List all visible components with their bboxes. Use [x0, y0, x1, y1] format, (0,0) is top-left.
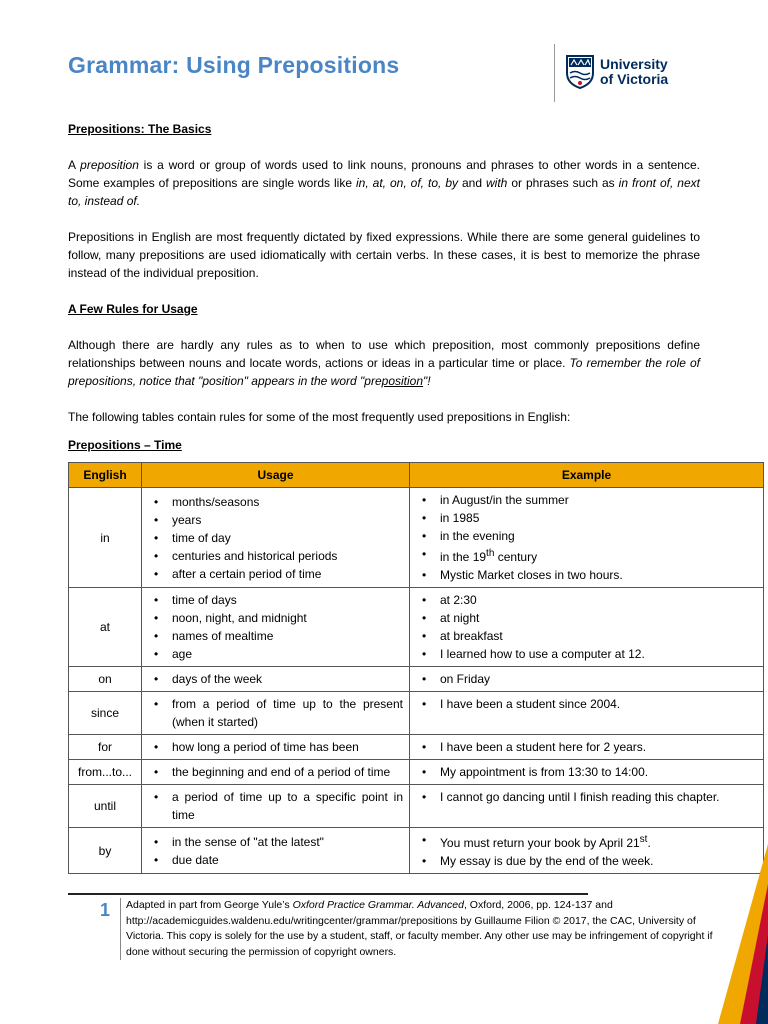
usage-cell [142, 692, 410, 735]
list-item: • in 1985 [428, 509, 757, 527]
paragraph-fixed-expressions: Prepositions in English are most frequently dictated by fixed expressions. While there are some general guidelines to follow, many prepositions are used idiomatically with certain verbs. In these cases, it is best to memorize the phrase instead of the individual preposition. [68, 230, 700, 280]
page-title: Grammar: Using Prepositions [68, 52, 400, 78]
column-header-usage: Usage [142, 463, 410, 488]
paragraph-definition: A preposition is a word or group of words used to link nouns, pronouns and phrases to other words in a sentence. Some examples of prepositions are single words like in, at, on, of, to, by and with or phrases such as in front of, next to, instead of. [68, 158, 700, 208]
logo-line-2: of Victoria [600, 71, 669, 87]
list-item: • Mystic Market closes in two hours. [428, 566, 757, 584]
body-content [68, 120, 700, 454]
list-item: • how long a period of time has been [160, 738, 403, 756]
list-item: • in the 19th century [428, 545, 757, 566]
list-item: • centuries and historical periods [160, 547, 403, 565]
example-cell [410, 760, 764, 785]
list-item: • months/seasons [160, 493, 403, 511]
table-row [69, 692, 764, 735]
university-logo [566, 52, 668, 92]
example-cell [410, 488, 764, 588]
list-item: • at night [428, 609, 757, 627]
list-item: • days of the week [160, 670, 403, 688]
table-row [69, 667, 764, 692]
usage-cell [142, 667, 410, 692]
usage-cell [142, 488, 410, 588]
paragraph-tables-intro: The following tables contain rules for some of the most frequently used prepositions in English: [68, 410, 571, 424]
english-cell: on [69, 667, 142, 692]
list-item: • noon, night, and midnight [160, 609, 403, 627]
example-cell [410, 692, 764, 735]
english-cell: until [69, 785, 142, 828]
english-cell: for [69, 735, 142, 760]
english-cell: at [69, 588, 142, 667]
list-item: • the beginning and end of a period of time [160, 763, 403, 781]
english-cell: in [69, 488, 142, 588]
footer-vertical-divider [120, 898, 121, 960]
page-number: 1 [100, 900, 111, 920]
logo-wordmark [600, 57, 668, 87]
usage-cell [142, 588, 410, 667]
table-row [69, 735, 764, 760]
english-cell: from...to... [69, 760, 142, 785]
list-item: • My appointment is from 13:30 to 14:00. [428, 763, 757, 781]
example-cell [410, 667, 764, 692]
english-cell: by [69, 828, 142, 874]
table-row [69, 588, 764, 667]
footer-divider [68, 893, 588, 895]
list-item: • I cannot go dancing until I finish reading this chapter. [428, 788, 757, 806]
usage-cell [142, 760, 410, 785]
paragraph-rules: Although there are hardly any rules as to when to use which preposition, most commonly prepositions define relationships between nouns and locate words, actions or ideas in a particular time or place. To remember the role of prepositions, notice that "position" appears in the word "preposition"! [68, 338, 700, 388]
list-item: • due date [160, 851, 403, 869]
list-item: • after a certain period of time [160, 565, 403, 583]
list-item: • I have been a student here for 2 years. [428, 738, 757, 756]
list-item: • on Friday [428, 670, 757, 688]
example-cell [410, 785, 764, 828]
table-row [69, 488, 764, 588]
column-header-english: English [69, 463, 142, 488]
list-item: • You must return your book by April 21st. [428, 831, 757, 852]
usage-cell [142, 735, 410, 760]
example-cell [410, 588, 764, 667]
list-item: • from a period of time up to the present (when it started) [160, 695, 403, 731]
usage-cell [142, 785, 410, 828]
section-heading-basics: Prepositions: The Basics [68, 122, 212, 136]
english-cell: since [69, 692, 142, 735]
table-row [69, 785, 764, 828]
section-heading-rules: A Few Rules for Usage [68, 302, 198, 316]
list-item: • years [160, 511, 403, 529]
prepositions-time-table [68, 462, 764, 874]
list-item: • in August/in the summer [428, 491, 757, 509]
list-item: • time of day [160, 529, 403, 547]
list-item: • time of days [160, 591, 403, 609]
logo-line-1: University [600, 56, 668, 72]
list-item: • I have been a student since 2004. [428, 695, 757, 713]
table-row [69, 760, 764, 785]
list-item: • names of mealtime [160, 627, 403, 645]
column-header-example: Example [410, 463, 764, 488]
list-item: • in the evening [428, 527, 757, 545]
header-divider [554, 44, 555, 102]
crest-icon [566, 55, 594, 89]
list-item: • a period of time up to a specific point in time [160, 788, 403, 824]
list-item: • in the sense of "at the latest" [160, 833, 403, 851]
list-item: • age [160, 645, 403, 663]
usage-cell [142, 828, 410, 874]
corner-accent-graphic [648, 844, 768, 1024]
list-item: • I learned how to use a computer at 12. [428, 645, 757, 663]
example-cell [410, 735, 764, 760]
section-heading-time: Prepositions – Time [68, 438, 182, 452]
table-header-row [69, 463, 764, 488]
list-item: • My essay is due by the end of the week. [428, 852, 757, 870]
list-item: • at 2:30 [428, 591, 757, 609]
footer-citation: Adapted in part from George Yule’s Oxford Practice Grammar. Advanced, Oxford, 2006, pp. 124-137 and http://academicguides.waldenu.edu/writingcenter/grammar/prepositions by Guillaume Filion © 2017, the CAC, University of Victoria. This copy is solely for the use by a student, staff, or faculty member. Any other use may be infringement of copyright if done without securing the permission of copyright owners. [126, 899, 713, 958]
list-item: • at breakfast [428, 627, 757, 645]
